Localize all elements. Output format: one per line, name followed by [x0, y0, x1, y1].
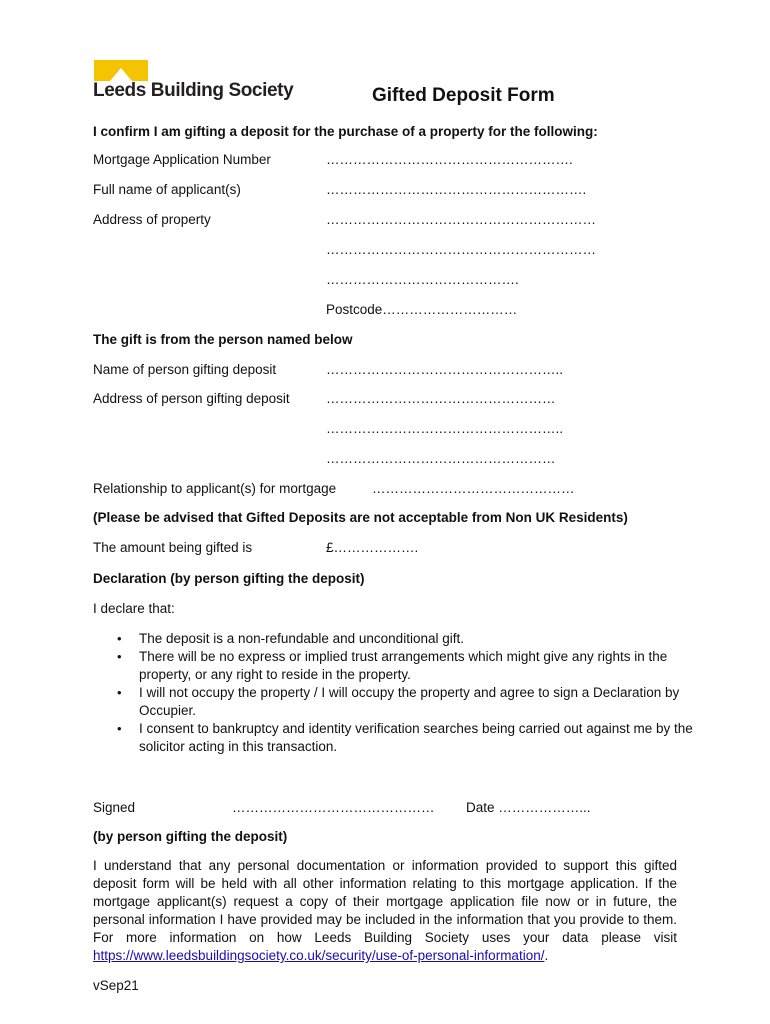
relationship-field[interactable]: ………………………………………	[372, 481, 575, 496]
privacy-paragraph	[93, 857, 677, 965]
signature-field[interactable]: ………………………………………	[232, 800, 435, 815]
date-field[interactable]: Date ………………...	[466, 800, 591, 815]
gifter-name-label: Name of person gifting deposit	[93, 362, 277, 377]
gifter-address-field-1[interactable]: ……………………………………………	[326, 391, 556, 406]
privacy-end: .	[544, 948, 549, 963]
gift-heading: The gift is from the person named below	[93, 332, 353, 347]
postcode-field[interactable]: Postcode…………………………	[326, 302, 518, 317]
property-address-field-2[interactable]: ……………………………………………………	[326, 242, 596, 257]
form-title: Gifted Deposit Form	[372, 85, 555, 106]
mortgage-number-field[interactable]: ……………………………………………….	[326, 152, 573, 167]
declare-intro: I declare that:	[93, 601, 175, 616]
advisory-note: (Please be advised that Gifted Deposits are not acceptable from Non UK Residents)	[93, 510, 628, 525]
gifter-address-label: Address of person gifting deposit	[93, 391, 290, 406]
signer-note: (by person gifting the deposit)	[93, 829, 288, 844]
amount-label: The amount being gifted is	[93, 540, 253, 555]
declaration-item: • I consent to bankruptcy and identity verification searches being carried out against me by the solicitor acting in this transaction.	[93, 720, 693, 756]
leeds-logo-icon	[94, 60, 148, 81]
property-address-field-1[interactable]: ……………………………………………………	[326, 212, 596, 227]
logo-text: Leeds Building Society	[93, 80, 294, 101]
declaration-item: • There will be no express or implied trust arrangements which might give any rights in the property, or any right to reside in the property.	[93, 648, 693, 684]
declaration-item: • The deposit is a non-refundable and unconditional gift.	[93, 630, 693, 648]
signed-label: Signed	[93, 800, 136, 815]
gifter-address-field-2[interactable]: ……………………………………………..	[326, 421, 564, 436]
intro-statement: I confirm I am gifting a deposit for the purchase of a property for the following:	[93, 124, 598, 139]
gifter-name-field[interactable]: ……………………………………………..	[326, 362, 564, 377]
gifter-address-field-3[interactable]: ……………………………………………	[326, 451, 556, 466]
mortgage-number-label: Mortgage Application Number	[93, 152, 271, 167]
property-address-field-3[interactable]: …………………………………….	[326, 272, 519, 287]
property-address-label: Address of property	[93, 212, 211, 227]
declaration-heading: Declaration (by person gifting the deposit)	[93, 571, 365, 586]
version-label: vSep21	[93, 978, 139, 993]
applicant-name-label: Full name of applicant(s)	[93, 182, 241, 197]
applicant-name-field[interactable]: ………………………………………………….	[326, 182, 587, 197]
declaration-list	[93, 630, 693, 756]
privacy-link[interactable]: https://www.leedsbuildingsociety.co.uk/security/use-of-personal-information/	[93, 948, 545, 963]
relationship-label: Relationship to applicant(s) for mortgage	[93, 481, 337, 496]
privacy-text: I understand that any personal documentation or information provided to support this gifted deposit form will be held with all other information relating to this mortgage application. If the mortgage applicant(s) request a copy of their mortgage application file now or in future, the personal information I have provided may be included in the information that you provide to them. For more information on how Leeds Building Society uses your data please visit	[93, 858, 677, 945]
declaration-item: • I will not occupy the property / I will occupy the property and agree to sign a Declaration by Occupier.	[93, 684, 693, 720]
amount-field[interactable]: £……………….	[326, 540, 419, 555]
